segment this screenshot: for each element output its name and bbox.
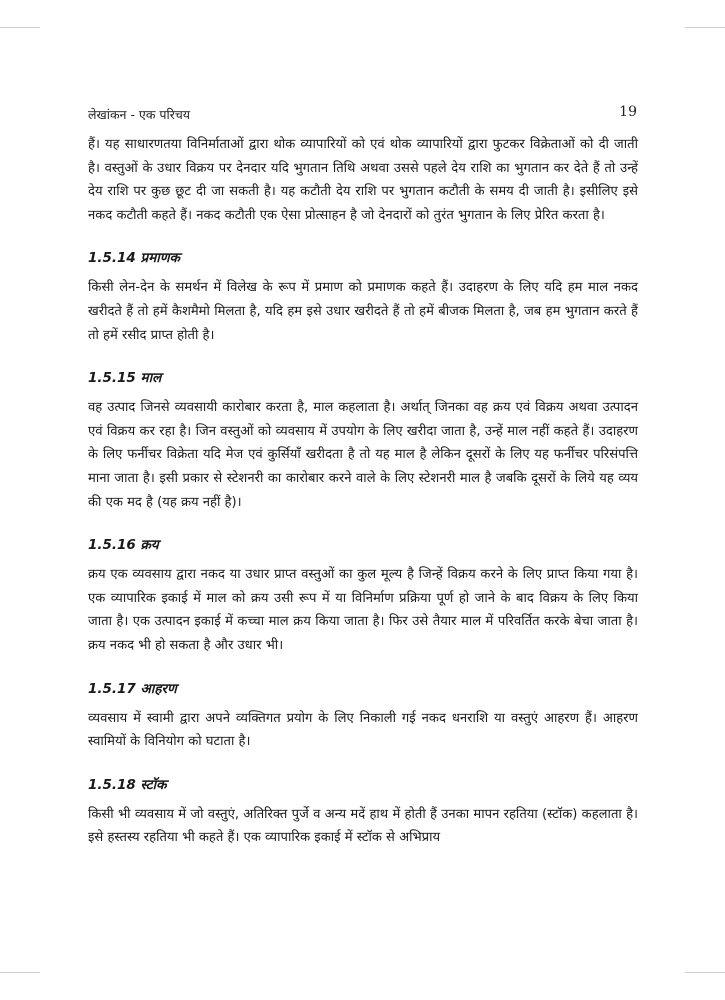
crop-mark-bottom-right: [685, 972, 725, 973]
crop-mark-top-right: [685, 27, 725, 28]
crop-mark-top-left: [0, 27, 40, 28]
crop-mark-bottom-left: [0, 972, 40, 973]
paragraph-stock: किसी भी व्यवसाय में जो वस्तुएं, अतिरिक्त पुर्जे व अन्य मदें हाथ में होती हैं उनका मापन रहतिया (स्टॉक) कहलाता है। इसे हस्तस्य रहतिया भी कहते हैं। एक व्यापारिक इकाई में स्टॉक से अभिप्राय: [88, 806, 638, 846]
section-heading-drawings: 1.5.17 आहरण: [88, 680, 177, 697]
section-heading-purchases: 1.5.16 क्रय: [88, 537, 159, 554]
section-heading-voucher: 1.5.14 प्रमाणक: [88, 250, 180, 267]
section-heading-goods: 1.5.15 माल: [88, 370, 162, 387]
paragraph-goods: वह उत्पाद जिनसे व्यवसायी कारोबार करता है, माल कहलाता है। अर्थात् जिनका वह क्रय एवं विक्रय अथवा उत्पादन एवं विक्रय कर रहा है। जिन वस्तुओं को व्यवसाय में उपयोग के लिए खरीदा जाता है, उन्हें माल नहीं कहते हैं। उदाहरण के लिए फर्नीचर विक्रेता यदि मेज एवं कुर्सियाँ खरीदता है तो यह माल है लेकिन दूसरों के लिए यह फर्नीचर परिसंपत्ति माना जाता है। इसी प्रकार से स्टेशनरी का कारोबार करने वाले के लिए स्टेशनरी माल है जबकि दूसरों के लिये यह व्यय की एक मद है (यह क्रय नहीं है)।: [88, 400, 638, 510]
running-header-title: लेखांकन - एक परिचय: [88, 107, 191, 122]
section-heading-stock: 1.5.18 स्टॉक: [88, 776, 167, 793]
paragraph-cash-discount-continued: हैं। यह साधारणतया विनिर्माताओं द्वारा थोक व्यापारियों को एवं थोक व्यापारियों द्वारा फुटकर विक्रेताओं को दी जाती है। वस्तुओं के उधार विक्रय पर देनदार यदि भुगतान तिथि अथवा उससे पहले देय राशि का भुगतान कर देते हैं तो उन्हें देय राशि पर कुछ छूट दी जा सकती है। यह कटौती देय राशि पर भुगतान कटौती के समय दी जाती है। इसीलिए इसे नकद कटौती कहते हैं। नकद कटौती एक ऐसा प्रोत्साहन है जो देनदारों को तुरंत भुगतान के लिए प्रेरित करता है।: [88, 137, 638, 223]
page-number: 19: [619, 104, 637, 120]
paragraph-purchases: क्रय एक व्यवसाय द्वारा नकद या उधार प्राप्त वस्तुओं का कुल मूल्य है जिन्हें विक्रय करने के लिए प्राप्त किया गया है। एक व्यापारिक इकाई में माल को क्रय उसी रूप में या विनिर्माण प्रक्रिया पूर्ण हो जाने के बाद विक्रय के लिए किया जाता है। एक उत्पादन इकाई में कच्चा माल क्रय किया जाता है। फिर उसे तैयार माल में परिवर्तित करके बेचा जाता है। क्रय नकद भी हो सकता है और उधार भी।: [88, 567, 638, 653]
paragraph-drawings: व्यवसाय में स्वामी द्वारा अपने व्यक्तिगत प्रयोग के लिए निकाली गई नकद धनराशि या वस्तुएं आहरण हैं। आहरण स्वामियों के विनियोग को घटाता है।: [88, 710, 638, 750]
page-body: [88, 133, 638, 850]
paragraph-voucher: किसी लेन-देन के समर्थन में विलेख के रूप में प्रमाण को प्रमाणक कहते हैं। उदाहरण के लिए यदि हम माल नकद खरीदते हैं तो हमें कैशमैमो मिलता है, यदि हम इसे उधार खरीदते हैं तो हमें बीजक मिलता है, जब हम भुगतान करते हैं तो हमें रसीद प्राप्त होती है।: [88, 280, 638, 343]
